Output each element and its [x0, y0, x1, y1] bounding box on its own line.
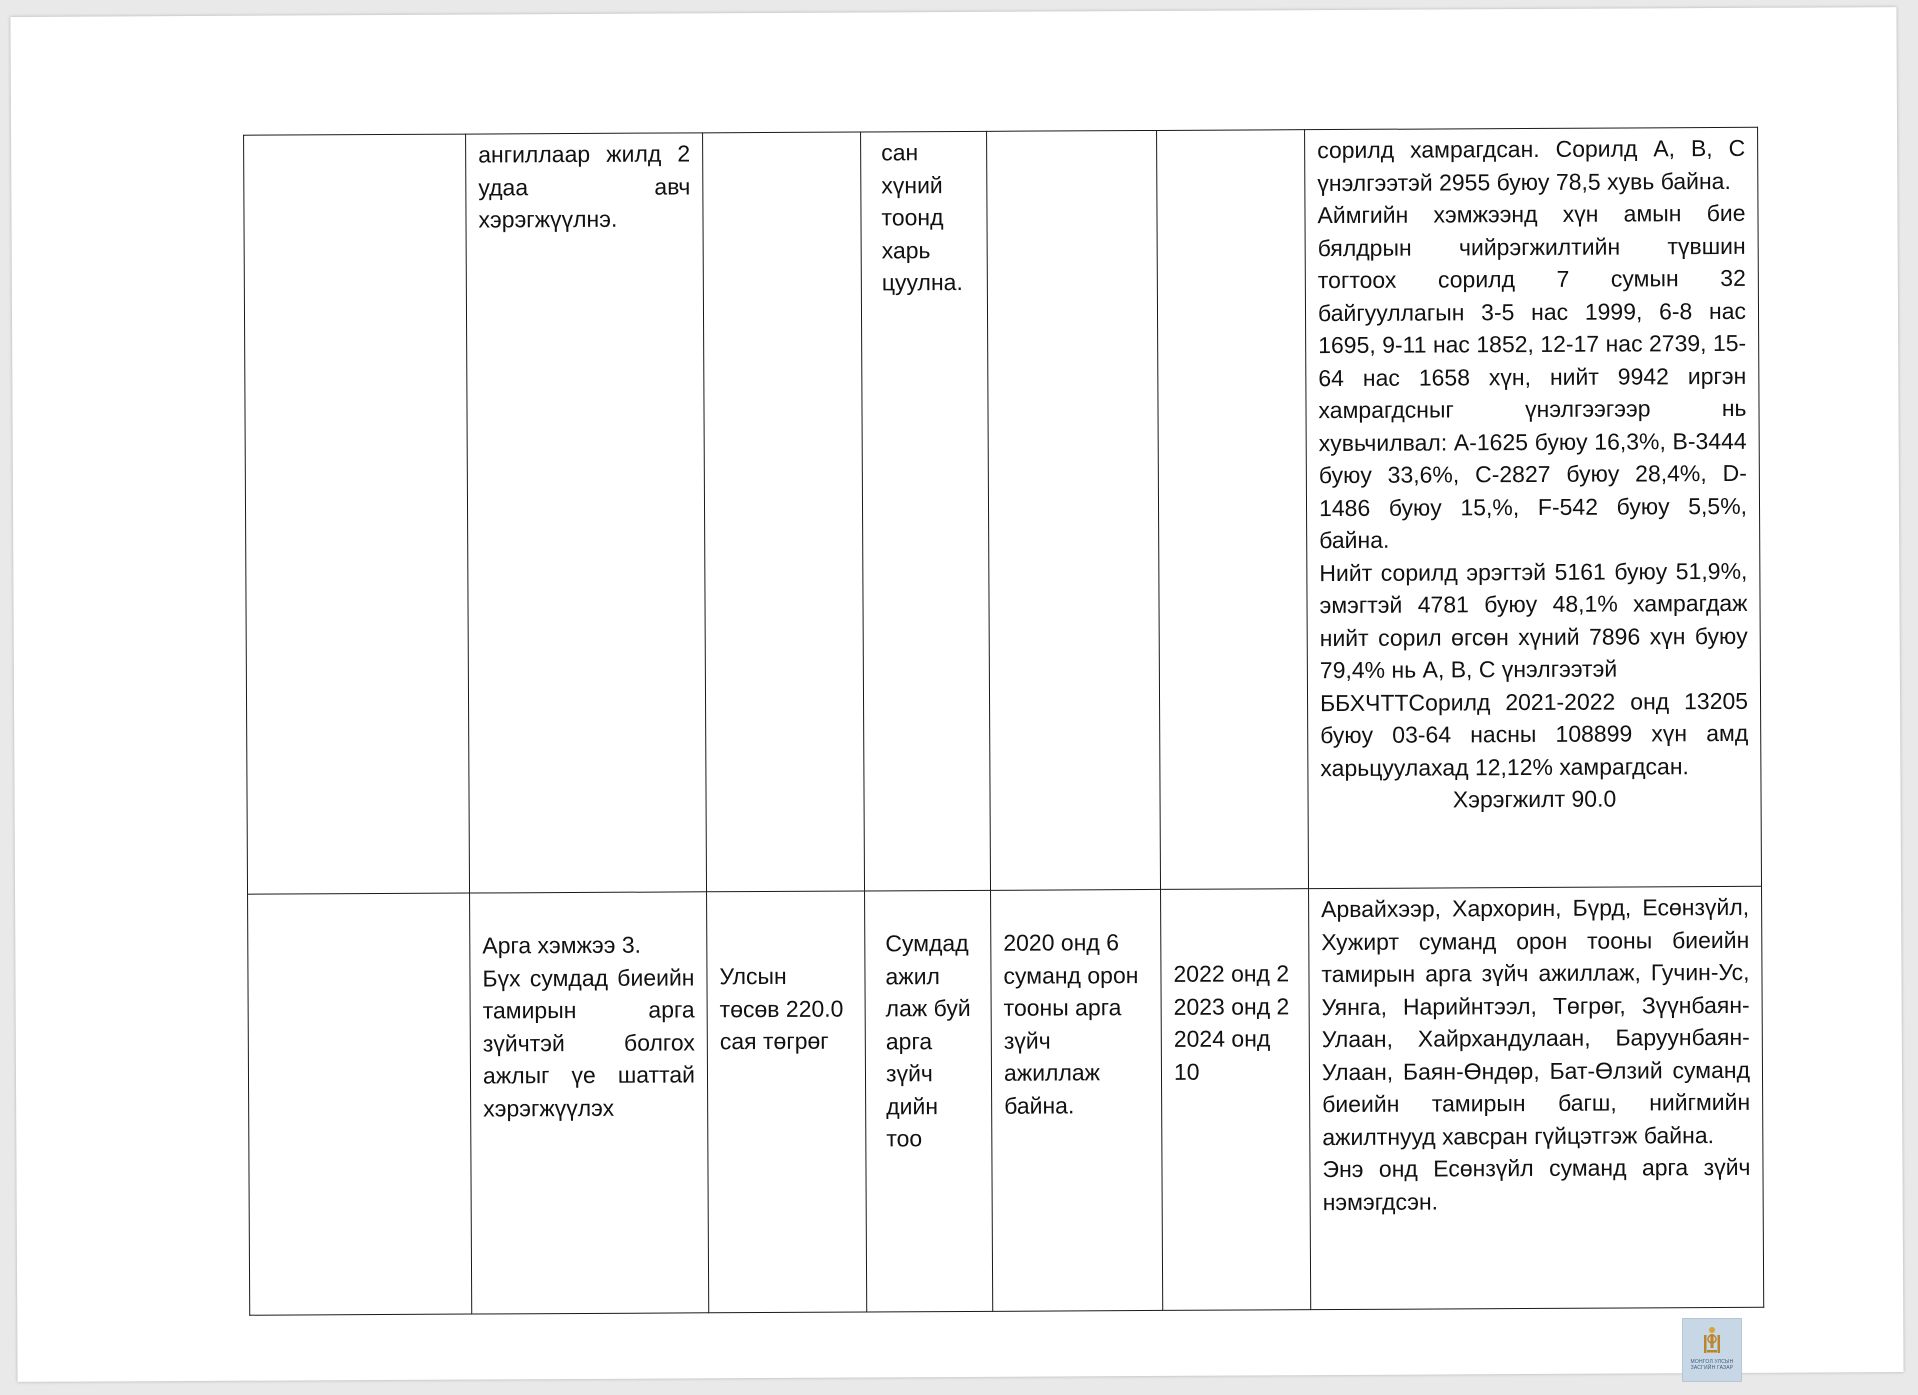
paragraph: ББХЧТТСорилд 2021-2022 онд 13205 буюу 03-64 насны 108899 хүн амд харьцуулахад 12,12% хамрагдсан. [1319, 687, 1749, 781]
table-cell-col7 [1305, 127, 1762, 888]
cell-text [999, 135, 1144, 136]
table-cell-col4 [865, 890, 993, 1312]
table-cell-col5 [991, 889, 1163, 1311]
soyombo-emblem-icon [1698, 1325, 1726, 1357]
stamp-line: ЗАСГИЙН ГАЗАР [1690, 1365, 1734, 1371]
table-cell-col4 [861, 131, 991, 891]
table-row [244, 127, 1762, 894]
table-cell-col7 [1309, 886, 1764, 1309]
table-cell-col1 [244, 134, 470, 894]
table-cell-col5 [987, 130, 1161, 890]
paragraph: Аймгийн хэмжээнд хүн амын бие бялдрын чийрэгжилтийн түвшин тогтоох сорилд 7 сумын 32 байгууллагын 3-5 нас 1999, 6-8 нас 1695, 9-11 нас 1852, 12-17 нас 2739, 15-64 нас 1658 хүн, нийт 9942 иргэн хамрагдсныг үнэлгээгээр нь хувьчилвал: А-1625 буюу 16,3%, В-3444 буюу 33,6%, С-2827 буюу 28,4%, D-1486 буюу 15,%, F-542 буюу 5,5%, байна. [1317, 199, 1748, 554]
baseline-text: 2020 онд 6 суманд орон тооны арга зүйч ажиллаж байна. [1003, 929, 1139, 1119]
measure-description: Бүх сумдад биеийн тамирын арга зүйчтэй болгох ажлыг үе шаттай хэрэгжүүлэх [482, 963, 696, 1121]
table-cell-col1 [248, 893, 472, 1315]
target-line: 2024 онд 10 [1173, 1025, 1271, 1085]
paragraph: сорилд хамрагдсан. Сорилд А, В, С үнэлгээтэй 2955 буюу 78,5 хувь байна. [1317, 134, 1746, 196]
paragraph: Энэ онд Есөнзүйл суманд арга зүйч нэмэгдсэн. [1322, 1153, 1751, 1215]
paragraph: Нийт сорилд эрэгтэй 5161 буюу 51,9%, эмэгтэй 4781 буюу 48,1% хамрагдаж нийт сорил өгсөн хүний 7896 хүн буюу 79,4% нь А, В, С үнэлгээтэй [1319, 557, 1748, 684]
document-table [243, 127, 1764, 1316]
measure-title: Арга хэмжээ 3. [482, 931, 642, 959]
implementation-rate: Хэрэгжилт 90.0 [1452, 785, 1617, 813]
target-line: 2022 онд 2 [1173, 960, 1290, 987]
cell-text: ангиллаар жилд 2 удаа авч хэрэгжүүлнэ. [478, 140, 691, 233]
target-line: 2023 онд 2 [1173, 992, 1290, 1020]
table-cell-col3 [707, 891, 867, 1313]
indicator-text: Сумдад ажил лаж буй арга зүйч дийн тоо [885, 929, 971, 1152]
stamp-caption [1691, 1359, 1734, 1371]
table-cell-col2 [466, 133, 707, 893]
government-stamp-logo [1682, 1318, 1742, 1382]
table-row [248, 886, 1764, 1315]
cell-text: сан хүний тоонд харь цуулна. [881, 139, 963, 296]
cell-text [1169, 134, 1292, 135]
table-cell-col6 [1157, 130, 1309, 890]
paragraph: Арвайхээр, Хархорин, Бүрд, Есөнзүйл, Хужирт суманд орон тооны биеийн тамирын арга зүйч ажиллаж, Гучин-Ус, Уянга, Нарийнтээл, Төгрөг, Зүүнбаян-Улаан, Хайрхандулаан, Баруунбаян-Улаан, Баян-Өндөр, Бат-Өлзий суманд биеийн тамирын багш, нийгмийн ажилтнууд хавсран гүйцэтгэж байна. [1321, 893, 1751, 1150]
scanned-page [10, 7, 1903, 1382]
cell-text [715, 137, 848, 138]
table-cell-col6 [1161, 889, 1311, 1311]
stamp-line: МОНГОЛ УЛСЫН [1690, 1359, 1734, 1365]
budget-text: Улсын төсөв 220.0 сая төгрөг [719, 962, 844, 1055]
table-cell-col3 [703, 132, 865, 892]
table-cell-col2 [470, 892, 709, 1314]
